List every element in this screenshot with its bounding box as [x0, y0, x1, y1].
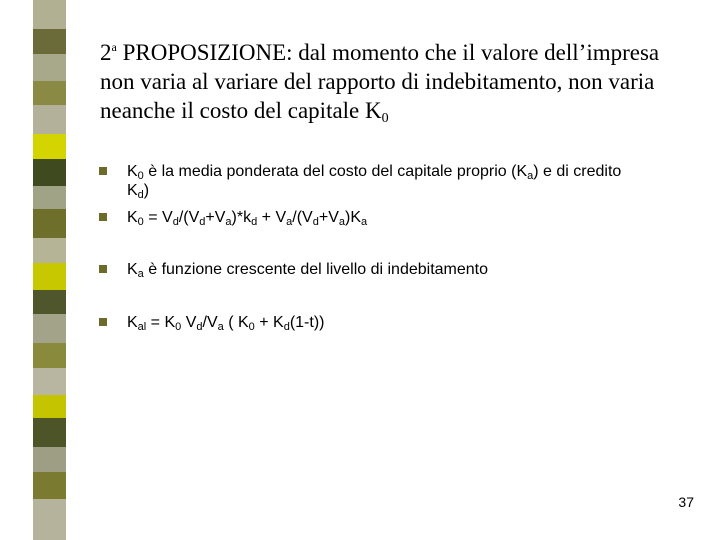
stripe-block [33, 186, 66, 209]
stripe-block [33, 418, 66, 447]
square-bullet-icon [99, 265, 107, 273]
stripe-block [33, 134, 66, 159]
stripe-block [33, 209, 66, 238]
stripe-block [33, 238, 66, 263]
stripe-block [33, 0, 66, 29]
stripe-block [33, 263, 66, 290]
page-number: 37 [678, 494, 694, 510]
stripe-block [33, 81, 66, 104]
square-bullet-icon [99, 213, 107, 221]
stripe-block [33, 159, 66, 186]
stripe-block [33, 29, 66, 54]
decorative-stripe [33, 0, 66, 540]
stripe-block [33, 105, 66, 134]
square-bullet-icon [99, 167, 107, 175]
slide-title: 2$^a$ PROPOSIZIONE: dal momento che il valore dell’impresa non varia al variare del rapporto di indebitamento, non varia neanche il costo del capitale $K_0$ [100, 40, 660, 126]
stripe-block [33, 314, 66, 343]
stripe-block [33, 395, 66, 418]
stripe-block [33, 343, 66, 368]
bullet-item-ka-increasing: $K_a$ è funzione crescente del livello di indebitamento [127, 260, 707, 279]
stripe-block [33, 54, 66, 81]
stripe-block [33, 290, 66, 313]
stripe-block [33, 472, 66, 499]
bullet-item-kal-formula: $K_{al} = K_0$ $V_d/V_a$ ( $K_0 + K_d(1-t)$) [127, 313, 707, 332]
stripe-block [33, 499, 66, 540]
square-bullet-icon [99, 318, 107, 326]
stripe-block [33, 368, 66, 395]
bullet-item-k0-formula: $K_0 = V_d/(V_d+V_a)*k_d + V_a/(V_d+V_a)K_a$ [127, 208, 707, 227]
stripe-block [33, 447, 66, 472]
bullet-item-k0-definition: $K_0$ è la media ponderata del costo del capitale proprio $(K_a)$ e di credito $K_d$) [127, 162, 707, 200]
